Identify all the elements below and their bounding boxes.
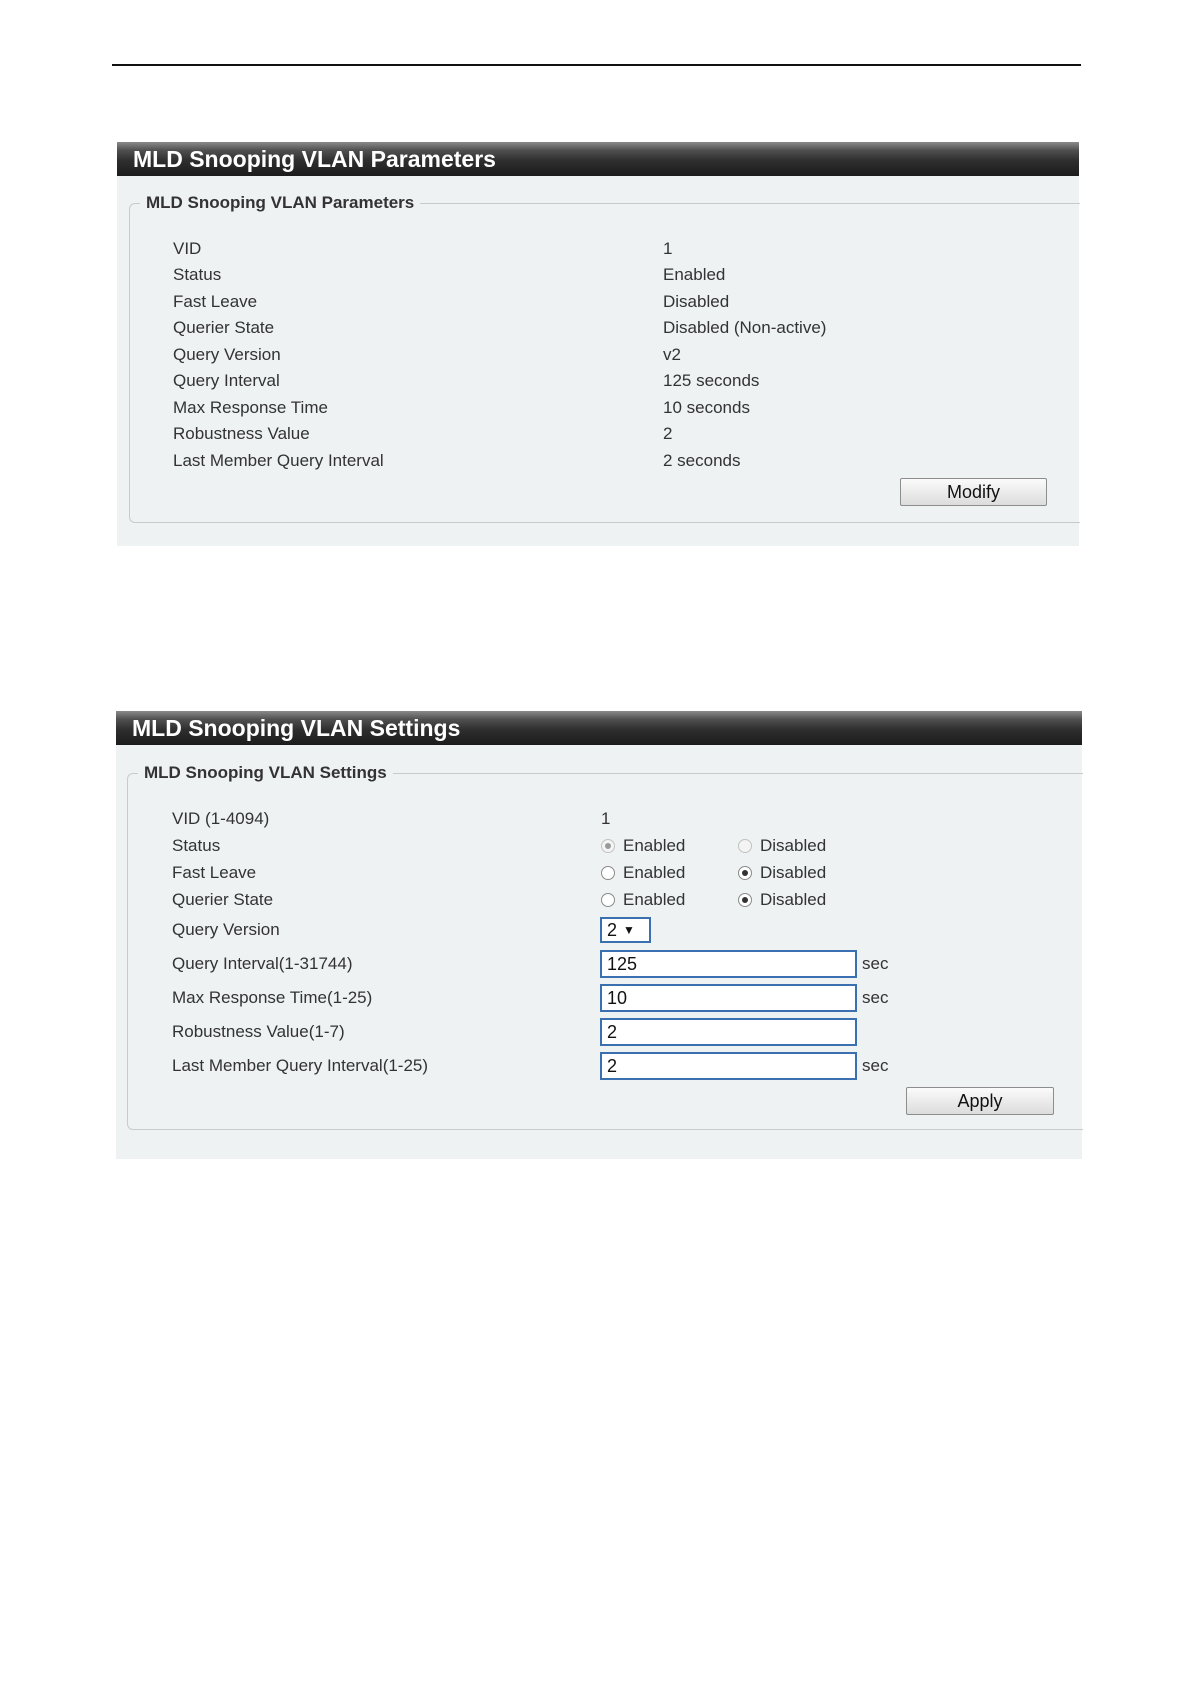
settings-legend: MLD Snooping VLAN Settings [138, 762, 393, 784]
status-disabled-radio [738, 839, 752, 853]
max-response-time-unit: sec [862, 988, 889, 1007]
param-label-querier-state: Querier State [173, 318, 275, 337]
param-label-robustness-value: Robustness Value [173, 424, 310, 443]
status-label: Status [172, 836, 221, 855]
status-enabled-radio [601, 839, 615, 853]
status-disabled-option [738, 835, 826, 857]
param-value-last-member-query-interval: 2 seconds [663, 451, 741, 470]
querier-state-label: Querier State [172, 890, 274, 909]
querier-state-enabled-radio[interactable] [601, 893, 615, 907]
query-version-select[interactable] [600, 917, 651, 943]
settings-panel-title: MLD Snooping VLAN Settings [116, 711, 1082, 745]
querier-state-disabled-option[interactable] [738, 889, 826, 911]
status-enabled-option [601, 835, 685, 857]
param-label-status: Status [173, 265, 222, 284]
robustness-value-label: Robustness Value(1-7) [172, 1022, 345, 1041]
param-value-max-response-time: 10 seconds [663, 398, 750, 417]
querier-state-enabled-option[interactable] [601, 889, 685, 911]
max-response-time-input[interactable] [600, 984, 857, 1012]
robustness-value-input[interactable] [600, 1018, 857, 1046]
query-version-label: Query Version [172, 920, 280, 939]
param-value-status: Enabled [663, 265, 726, 284]
params-panel [117, 142, 1079, 546]
param-value-fast-leave: Disabled [663, 292, 730, 311]
vid-label: VID (1-4094) [172, 809, 270, 828]
param-label-max-response-time: Max Response Time [173, 398, 328, 417]
last-member-query-interval-label: Last Member Query Interval(1-25) [172, 1056, 429, 1075]
page-header-rule [112, 64, 1081, 66]
fast-leave-enabled-radio[interactable] [601, 866, 615, 880]
query-interval-input[interactable] [600, 950, 857, 978]
fast-leave-label: Fast Leave [172, 863, 257, 882]
param-label-fast-leave: Fast Leave [173, 292, 258, 311]
fast-leave-enabled-option[interactable] [601, 862, 685, 884]
param-label-query-interval: Query Interval [173, 371, 280, 390]
param-value-query-version: v2 [663, 345, 681, 364]
param-value-robustness-value: 2 [663, 424, 673, 443]
last-member-query-interval-input[interactable] [600, 1052, 857, 1080]
param-value-query-interval: 125 seconds [663, 371, 760, 390]
param-value-vid: 1 [663, 239, 673, 258]
last-member-query-interval-unit: sec [862, 1056, 889, 1075]
param-label-vid: VID [173, 239, 202, 258]
query-interval-label: Query Interval(1-31744) [172, 954, 353, 973]
querier-state-disabled-radio[interactable] [738, 893, 752, 907]
status-disabled-label: Disabled [760, 836, 827, 855]
query-version-value: 2 [607, 920, 618, 940]
fast-leave-disabled-radio[interactable] [738, 866, 752, 880]
params-legend: MLD Snooping VLAN Parameters [140, 192, 420, 214]
modify-button[interactable]: Modify [900, 478, 1047, 506]
param-label-query-version: Query Version [173, 345, 281, 364]
querier-state-disabled-label[interactable]: Disabled [760, 890, 827, 909]
fast-leave-disabled-label[interactable]: Disabled [760, 863, 827, 882]
querier-state-enabled-label[interactable]: Enabled [623, 890, 686, 909]
param-label-last-member-query-interval: Last Member Query Interval [173, 451, 384, 470]
fast-leave-disabled-option[interactable] [738, 862, 826, 884]
query-interval-unit: sec [862, 954, 889, 973]
param-value-querier-state: Disabled (Non-active) [663, 318, 827, 337]
apply-button[interactable]: Apply [906, 1087, 1054, 1115]
params-panel-title: MLD Snooping VLAN Parameters [117, 142, 1079, 176]
chevron-down-icon: ▼ [623, 923, 635, 937]
fast-leave-enabled-label[interactable]: Enabled [623, 863, 686, 882]
status-enabled-label: Enabled [623, 836, 686, 855]
settings-panel [116, 711, 1082, 1159]
vid-value: 1 [601, 809, 611, 828]
max-response-time-label: Max Response Time(1-25) [172, 988, 373, 1007]
